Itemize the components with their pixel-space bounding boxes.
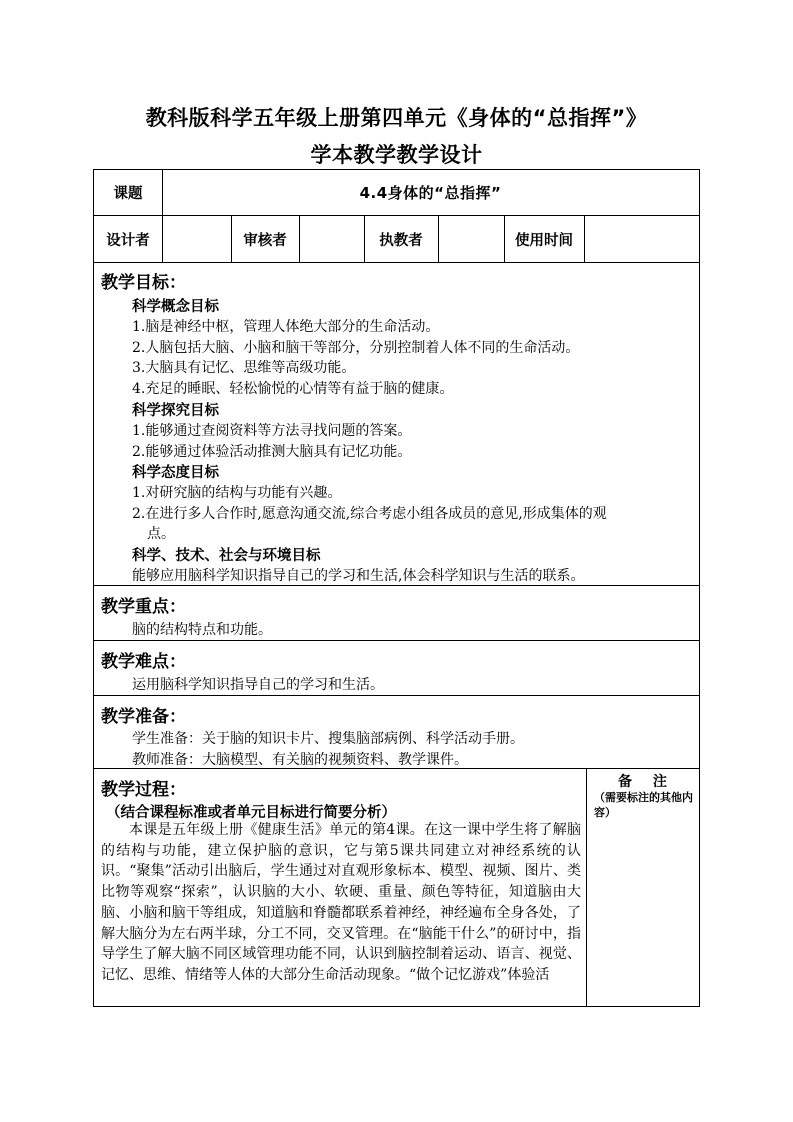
process-heading: 教学过程： (101, 780, 186, 800)
sts-heading: 科学、技术、社会与环境目标 (132, 548, 321, 564)
designer-label: 设计者 (106, 232, 150, 249)
key-points-section (94, 585, 699, 640)
difficulties-section (94, 640, 699, 695)
document-subtitle: 学本教学教学设计 (310, 143, 483, 167)
inquiry-item: 2.能够通过体验活动推测大脑具有记忆功能。 (132, 444, 412, 460)
key-points-text: 脑的结构特点和功能。 (132, 622, 272, 638)
preparation-heading: 教学准备： (101, 707, 186, 727)
inquiry-heading: 科学探究目标 (132, 403, 219, 419)
notes-heading: 备 注 (618, 774, 675, 790)
document-title: 教科版科学五年级上册第四单元《身体的“总指挥”》 (145, 106, 648, 130)
concept-heading: 科学概念目标 (132, 299, 219, 315)
topic-row (94, 170, 699, 215)
attitude-heading: 科学态度目标 (132, 465, 219, 481)
teacher-preparation: 教师准备：大脑模型、有关脑的视频资料、教学课件。 (132, 752, 468, 768)
teacher-value (438, 216, 504, 262)
attitude-item: 点。 (147, 526, 175, 542)
designer-value (162, 216, 231, 262)
attitude-item: 2.在进行多人合作时,愿意沟通交流,综合考虑小组各成员的意见,形成集体的观 (132, 506, 607, 522)
time-label: 使用时间 (515, 232, 573, 249)
concept-item: 1.脑是神经中枢，管理人体绝大部分的生命活动。 (132, 319, 440, 335)
topic-label: 课题 (113, 186, 143, 202)
time-value (584, 216, 699, 262)
process-subheading: （结合课程标准或者单元目标进行简要分析） (106, 805, 396, 821)
teacher-label: 执教者 (379, 232, 423, 249)
difficulties-heading: 教学难点： (101, 652, 186, 672)
difficulties-text: 运用脑科学知识指导自己的学习和生活。 (132, 677, 384, 693)
concept-item: 3.大脑具有记忆、思维等高级功能。 (132, 360, 356, 376)
inquiry-item: 1.能够通过查阅资料等方法寻找问题的答案。 (132, 423, 412, 439)
student-preparation: 学生准备：关于脑的知识卡片、搜集脑部病例、科学活动手册。 (132, 731, 524, 747)
key-points-heading: 教学重点： (101, 597, 186, 617)
concept-item: 4.充足的睡眠、轻松愉悦的心情等有益于脑的健康。 (132, 381, 454, 397)
objectives-heading: 教学目标： (101, 273, 186, 293)
objectives-section (94, 262, 699, 585)
reviewer-value (299, 216, 364, 262)
process-section (94, 768, 699, 1006)
sts-text: 能够应用脑科学知识指导自己的学习和生活,体会科学知识与生活的联系。 (132, 568, 585, 584)
notes-subheading: （需要标注的其他内容） (594, 791, 693, 819)
staff-row (94, 215, 699, 262)
lesson-plan-table (93, 169, 700, 1007)
lesson-title: 4.4身体的“总指挥” (359, 184, 502, 202)
concept-item: 2.人脑包括大脑、小脑和脑干等部分，分别控制着人体不同的生命活动。 (132, 340, 580, 356)
reviewer-label: 审核者 (243, 232, 287, 249)
attitude-item: 1.对研究脑的结构与功能有兴趣。 (132, 485, 342, 501)
process-paragraph: 本课是五年级上册《健康生活》单元的第4课。在这一课中学生将了解脑的结构与功能，建立保护脑的意识，它与第5课共同建立对神经系统的认识。“聚集”活动引出脑后，学生通过对直观形象标本、模型、视频、图片、类比物等观察“探索”，认识脑的大小、软硬、重量、颜色等特征，知道脑由大脑、小脑和脑干等组成，知道脑和脊髓都联系着神经，神经遍布全身各处，了解大脑分为左右两半球，分工不同，交叉管理。在“脑能干什么”的研讨中，指导学生了解大脑不同区域管理功能不同，认识到脑控制着运动、语言、视觉、记忆、思维、情绪等人体的大部分生命活动现象。“做个记忆游戏”体验活 (101, 822, 581, 983)
preparation-section (94, 695, 699, 768)
